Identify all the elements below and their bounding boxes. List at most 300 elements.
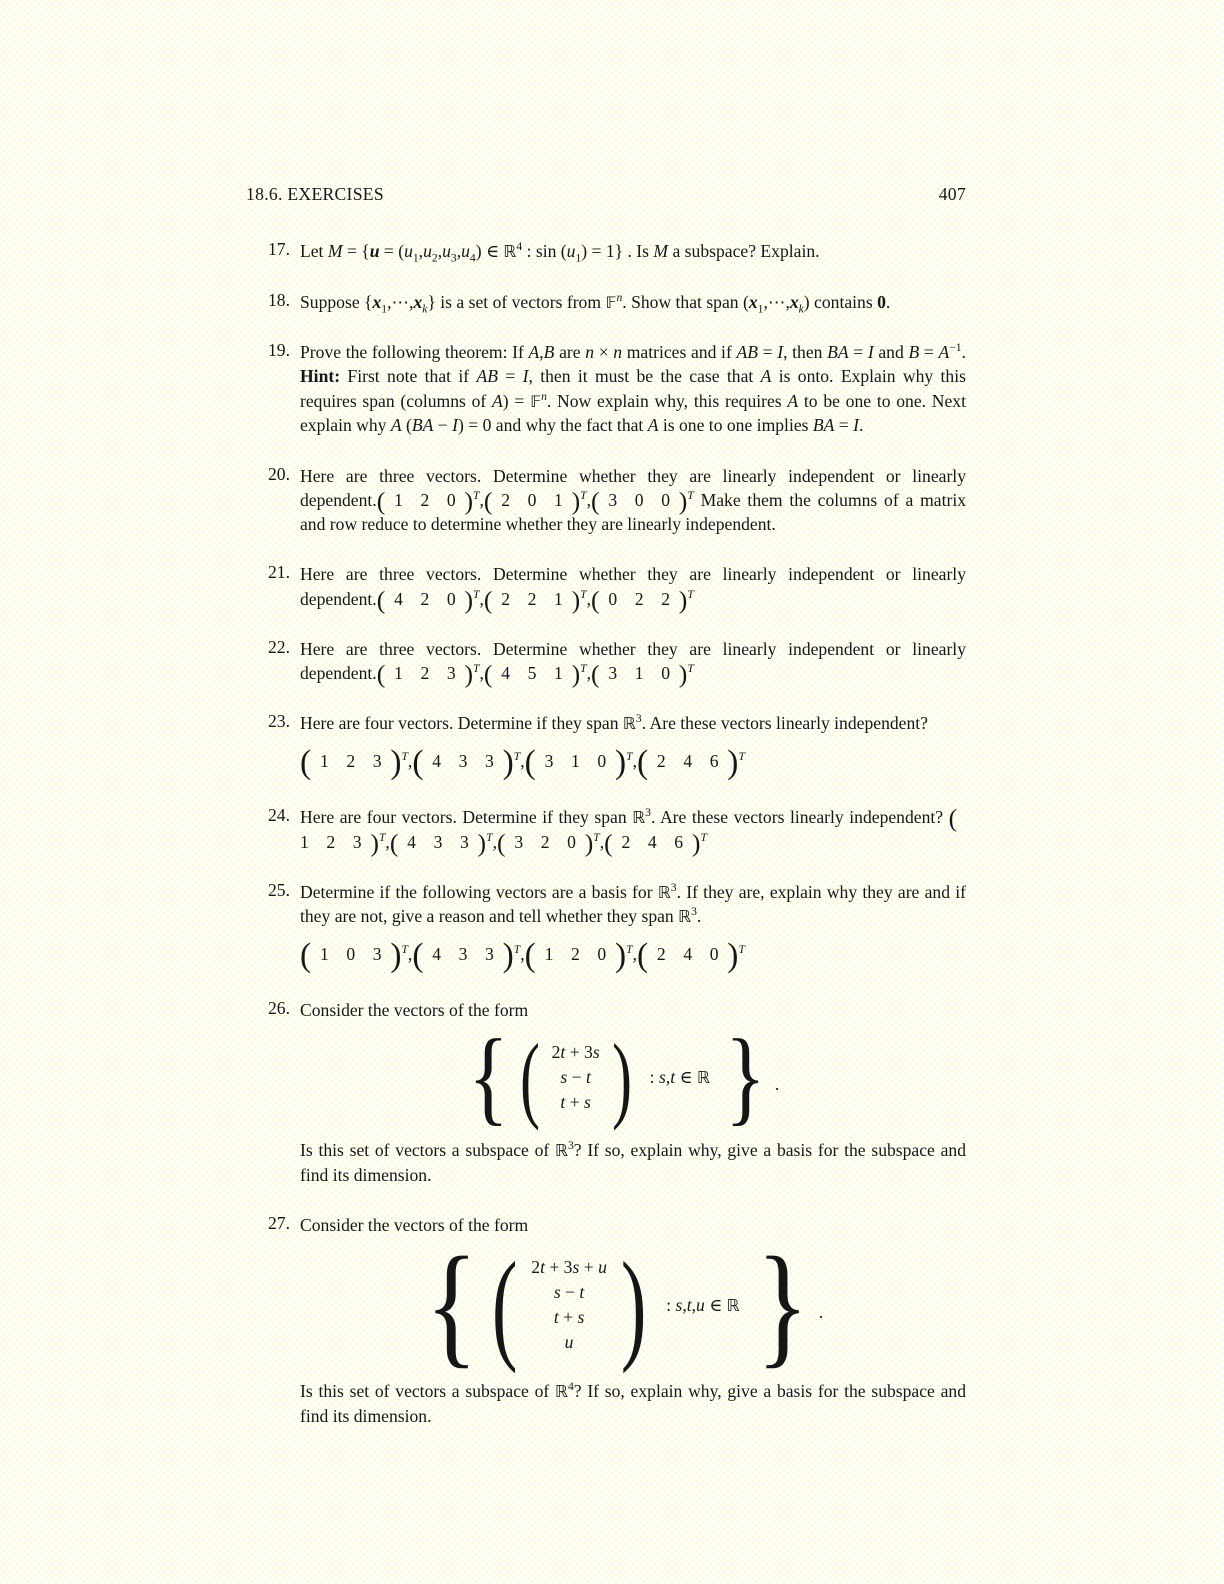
- text-run: t: [686, 1294, 692, 1315]
- text-run: .: [885, 291, 891, 312]
- text-run: I: [867, 342, 874, 363]
- text-run: ,: [665, 1066, 671, 1087]
- exercise-content: [300, 239, 966, 264]
- text-run: T: [401, 750, 408, 764]
- text-run: x: [789, 291, 799, 312]
- exercise-number: 27.: [268, 1213, 290, 1234]
- text-run: Make them the columns of a matrix and row reduce to determine whether they are linearly independent.: [300, 489, 966, 535]
- text-run: ,: [599, 831, 605, 852]
- exercise-content: [300, 290, 966, 315]
- exercise-list: [246, 239, 966, 1428]
- text-run: are: [554, 342, 586, 363]
- text-run: 3: [691, 905, 697, 919]
- text-run: k: [422, 302, 428, 316]
- text-run: . Is: [623, 241, 654, 261]
- text-run: T: [473, 662, 480, 676]
- exercise-item: [246, 998, 966, 1187]
- text-run: T: [473, 587, 480, 601]
- text-run: n: [541, 389, 547, 403]
- text-run: Here are three vectors. Determine whether they are linearly independent or linearly dependent.: [300, 465, 966, 510]
- vector-paren: (: [948, 803, 958, 833]
- text-run: T: [700, 830, 707, 844]
- text-run: B: [908, 342, 920, 363]
- text-run: x: [372, 291, 382, 312]
- exercise-paragraph: [300, 1213, 966, 1237]
- text-run: ) =: [502, 390, 531, 411]
- matrix-row: [565, 1332, 574, 1353]
- text-run: 1 2 3: [385, 663, 465, 684]
- text-run: s: [577, 1307, 585, 1328]
- exercise-item: [246, 803, 966, 857]
- text-run: T: [513, 750, 521, 764]
- text-run: Prove the following theorem: If: [300, 342, 529, 363]
- text-run: 4 3 3: [398, 831, 478, 852]
- exercise-content: [300, 464, 966, 537]
- vector-paren: (: [389, 827, 399, 857]
- text-run: matrices and if: [622, 342, 737, 363]
- text-run: −1: [949, 341, 962, 355]
- vector-paren: ): [614, 937, 627, 975]
- text-run: T: [378, 830, 386, 844]
- exercise-paragraph: [300, 1379, 966, 1428]
- exercise-item: [246, 711, 966, 782]
- vector-paren: ): [464, 659, 473, 689]
- text-run: BA: [411, 415, 434, 436]
- text-run: ,: [437, 241, 443, 261]
- text-run: k: [798, 302, 804, 316]
- text-run: u: [566, 241, 576, 261]
- text-run: T: [486, 830, 493, 844]
- exercise-content: [300, 637, 966, 689]
- text-run: 3: [645, 806, 651, 820]
- display-period: .: [774, 1073, 780, 1094]
- text-run: =: [342, 241, 362, 261]
- text-run: ) ∈: [475, 241, 504, 261]
- text-run: ) = 1: [581, 241, 615, 261]
- text-run: s: [572, 1257, 580, 1278]
- text-run: ,: [539, 342, 544, 363]
- text-run: .: [696, 906, 702, 927]
- text-run: ℝ: [622, 714, 636, 734]
- matrix-row: [560, 1067, 590, 1088]
- text-run: T: [687, 662, 694, 676]
- text-run: ,: [632, 751, 637, 772]
- text-run: 4 3 3: [423, 751, 503, 772]
- text-run: n: [585, 342, 595, 363]
- text-run: ℝ: [657, 882, 671, 902]
- text-run: T: [626, 943, 633, 957]
- text-run: ,: [407, 751, 413, 772]
- text-run: 3: [567, 1139, 574, 1153]
- text-run: ,: [586, 588, 592, 609]
- vector-paren: (: [524, 744, 536, 782]
- text-run: T: [593, 830, 600, 844]
- matrix-row: [552, 1042, 600, 1063]
- exercise-paragraph: [300, 880, 966, 929]
- text-run: u: [696, 1294, 705, 1315]
- vector-paren: ): [571, 584, 581, 614]
- text-run: u: [564, 1332, 574, 1353]
- text-run: Here are four vectors. Determine if they span: [300, 807, 633, 828]
- text-run: 3: [635, 712, 642, 726]
- text-run: Determine if the following vectors are a basis for: [300, 881, 658, 902]
- text-run: , then: [783, 342, 828, 363]
- text-run: u: [423, 241, 432, 261]
- text-run: a subspace? Explain.: [668, 241, 820, 261]
- text-run: T: [580, 488, 587, 502]
- exercise-number: 17.: [268, 239, 290, 259]
- text-run: . Now explain why, this requires: [546, 390, 788, 411]
- text-run: 1: [575, 251, 582, 265]
- text-run: n: [616, 290, 623, 304]
- text-run: : sin (: [522, 241, 567, 261]
- text-run: t: [560, 1091, 566, 1112]
- vector-paren: (: [636, 937, 649, 975]
- text-run: s: [675, 1294, 683, 1315]
- text-run: A: [787, 390, 799, 411]
- text-run: + 3: [565, 1041, 593, 1062]
- exercise-item: [246, 636, 966, 689]
- exercise-item: [246, 340, 966, 437]
- text-run: Consider the vectors of the form: [300, 1215, 529, 1236]
- text-run: ℝ: [555, 1382, 568, 1402]
- text-run: 1: [412, 251, 419, 265]
- text-run: is one to one implies: [658, 415, 813, 436]
- exercise-item: [246, 879, 966, 975]
- text-run: ,: [492, 831, 497, 852]
- vector-paren: (: [412, 744, 424, 782]
- text-run: ,: [586, 489, 592, 510]
- text-run: x: [748, 291, 758, 312]
- exercise-content: [300, 340, 966, 437]
- text-run: .: [858, 415, 864, 436]
- matrix-row: [560, 1092, 590, 1113]
- set-builder-display: [300, 1018, 942, 1136]
- text-run: T: [738, 943, 745, 957]
- text-run: I: [452, 415, 458, 436]
- text-run: 𝔽: [530, 391, 542, 411]
- text-run: ? If so, explain why, give a basis for the subspace and find its dimension.: [300, 1140, 966, 1186]
- exercise-number: 24.: [268, 805, 290, 826]
- text-run: 2: [551, 1041, 561, 1062]
- text-run: 𝔽: [605, 292, 617, 312]
- text-run: AB: [476, 366, 498, 387]
- vector-paren: ): [390, 937, 402, 975]
- vector-paren: ): [571, 486, 581, 516]
- vector-paren: ): [464, 584, 473, 614]
- text-run: t: [560, 1041, 566, 1062]
- text-run: A: [938, 342, 950, 363]
- section-title: 18.6. EXERCISES: [246, 184, 384, 204]
- text-run: 2 0 1: [492, 489, 572, 510]
- vector-row: [300, 743, 966, 782]
- text-run: s: [560, 1066, 568, 1087]
- exercise-number: 20.: [268, 463, 290, 484]
- text-run: A: [492, 390, 503, 411]
- vector-paren: (: [591, 486, 600, 516]
- exercise-paragraph: [300, 340, 966, 437]
- text-run: T: [580, 662, 587, 676]
- text-run: ∈: [675, 1066, 697, 1087]
- exercise-paragraph: [300, 998, 966, 1022]
- text-run: T: [580, 587, 587, 601]
- text-run: n: [613, 342, 623, 363]
- text-run: ×: [594, 342, 614, 363]
- exercise-paragraph: [300, 637, 966, 689]
- vector-paren: ): [614, 744, 627, 782]
- text-run: =: [834, 415, 854, 436]
- text-run: ,: [479, 489, 484, 510]
- vector-paren: (: [604, 827, 613, 857]
- set-brace-right: }: [756, 1229, 809, 1380]
- exercise-paragraph: [300, 464, 966, 537]
- text-run: ℝ: [696, 1067, 710, 1087]
- exercise-paragraph: [300, 803, 966, 857]
- matrix-paren-left: (: [519, 1023, 540, 1131]
- text-run: s: [584, 1091, 591, 1112]
- text-run: 2: [531, 1257, 541, 1278]
- vector-paren: (: [591, 659, 600, 689]
- vector-paren: ): [678, 584, 688, 614]
- text-run: ,: [586, 663, 592, 684]
- exercise-content: [300, 1213, 966, 1428]
- text-run: 1: [381, 302, 388, 316]
- text-run: }: [614, 241, 624, 261]
- text-run: ∈: [704, 1294, 727, 1315]
- text-run: . If they are, explain why they are and if they are not, give a reason and tell whether they span: [300, 881, 966, 927]
- text-run: A: [647, 415, 659, 436]
- text-run: t: [586, 1066, 591, 1087]
- text-run: A: [528, 342, 540, 363]
- text-run: 3 1 0: [599, 663, 679, 684]
- text-run: t: [553, 1307, 559, 1328]
- text-run: Here are four vectors. Determine if they span: [300, 713, 623, 734]
- text-run: Suppose: [300, 291, 365, 312]
- vector-paren: (: [483, 659, 493, 689]
- text-run: 2 4 6: [612, 831, 692, 852]
- text-run: 3 1 0: [535, 751, 615, 772]
- text-run: ℝ: [555, 1141, 568, 1161]
- set-builder-display: [300, 1229, 942, 1380]
- text-run: M: [327, 241, 343, 261]
- set-condition: [666, 1295, 739, 1316]
- matrix-paren-left: (: [491, 1236, 518, 1374]
- text-run: (: [401, 415, 412, 436]
- text-run: I: [777, 342, 784, 363]
- text-run: T: [513, 943, 521, 957]
- exercise-content: [300, 998, 966, 1187]
- text-run: ,⋯,: [387, 291, 414, 312]
- text-run: 1 2 0: [385, 489, 465, 510]
- vector-paren: ): [571, 659, 581, 689]
- text-run: is onto. Explain why this requires span (columns of: [300, 366, 966, 411]
- vector-paren: (: [376, 584, 386, 614]
- text-run: ,: [407, 944, 413, 965]
- exercise-content: [300, 711, 966, 782]
- text-run: 1 2 0: [535, 944, 615, 965]
- matrix-column: [525, 1257, 613, 1353]
- text-run: 4: [469, 251, 476, 265]
- text-run: ,⋯,: [763, 291, 790, 312]
- vector-paren: (: [412, 937, 424, 975]
- text-run: 2 4 0: [648, 944, 728, 965]
- exercise-item: [246, 239, 966, 264]
- vector-paren: ): [477, 827, 487, 857]
- text-run: ℝ: [632, 808, 646, 828]
- text-run: M: [653, 241, 669, 261]
- vector-paren: (: [300, 937, 312, 975]
- vector-paren: (: [376, 486, 386, 516]
- text-run: 4 2 0: [385, 588, 465, 609]
- text-run: Consider the vectors of the form: [300, 1000, 529, 1021]
- matrix-paren-right: ): [611, 1023, 632, 1131]
- vector-row: [300, 936, 966, 975]
- text-run: 4 5 1: [492, 663, 572, 684]
- text-run: 3: [450, 251, 457, 265]
- matrix-row: [554, 1282, 584, 1303]
- text-run: and: [873, 342, 909, 363]
- text-run: 1: [757, 302, 764, 316]
- text-run: x: [413, 291, 423, 312]
- text-run: 3 0 0: [599, 489, 679, 510]
- text-run: 0: [877, 291, 886, 312]
- text-run: ,: [479, 663, 484, 684]
- text-run: B: [543, 342, 555, 363]
- matrix-column: [546, 1042, 606, 1113]
- text-run: 3: [670, 881, 677, 895]
- text-run: ,: [632, 944, 637, 965]
- vector-paren: ): [390, 744, 402, 782]
- text-run: T: [687, 587, 694, 601]
- text-run: ,: [418, 241, 424, 261]
- set-condition: [650, 1067, 710, 1088]
- vector-paren: (: [591, 584, 600, 614]
- vector-paren: ): [370, 827, 379, 857]
- set-brace-left: {: [425, 1229, 478, 1380]
- vector-paren: (: [496, 827, 506, 857]
- vector-paren: ): [502, 744, 514, 782]
- exercise-content: [300, 880, 966, 975]
- vector-paren: ): [727, 937, 739, 975]
- text-run: −: [567, 1066, 587, 1087]
- text-run: =: [919, 342, 939, 363]
- text-run: , then it must be the case that: [528, 366, 761, 387]
- text-run: −: [433, 415, 453, 436]
- text-run: Is this set of vectors a subspace of: [300, 1381, 555, 1402]
- exercise-content: [300, 803, 966, 857]
- text-run: ,: [520, 751, 525, 772]
- text-run: +: [579, 1257, 599, 1278]
- vector-paren: (: [636, 744, 649, 782]
- exercise-number: 23.: [268, 711, 290, 732]
- exercise-number: 18.: [268, 289, 290, 310]
- set-brace-right: }: [725, 1018, 766, 1136]
- text-run: {: [361, 241, 370, 261]
- text-run: T: [687, 488, 694, 502]
- exercise-paragraph: [300, 711, 966, 736]
- text-run: =: [848, 342, 868, 363]
- text-run: A: [390, 415, 402, 436]
- text-run: ) = 0 and why the fact that: [458, 415, 648, 436]
- vector-paren: ): [727, 744, 739, 782]
- text-run: +: [565, 1091, 585, 1112]
- text-run: +: [558, 1307, 578, 1328]
- text-run: First note that if: [340, 366, 477, 387]
- text-run: 1 0 3: [311, 944, 391, 965]
- text-run: 2: [431, 251, 438, 265]
- text-run: s: [592, 1041, 600, 1062]
- exercise-paragraph: [300, 562, 966, 614]
- text-run: u: [598, 1257, 607, 1278]
- vector-paren: (: [483, 486, 493, 516]
- text-run: Is this set of vectors a subspace of: [300, 1140, 555, 1161]
- vector-paren: ): [464, 486, 473, 516]
- text-run: I: [853, 415, 859, 436]
- text-run: s: [553, 1282, 561, 1303]
- text-run: . Are these vectors linearly independent?: [641, 713, 928, 734]
- text-run: u: [442, 241, 451, 261]
- vector-paren: ): [678, 659, 688, 689]
- matrix-row: [554, 1307, 584, 1328]
- text-run: 3 2 0: [505, 831, 585, 852]
- vector-paren: (: [300, 744, 312, 782]
- vector-paren: ): [502, 937, 514, 975]
- exercise-content: [300, 562, 966, 614]
- text-run: {: [364, 291, 373, 312]
- text-run: ,: [385, 831, 390, 852]
- text-run: Hint:: [300, 366, 341, 387]
- text-run: . Show that span (: [622, 291, 749, 312]
- text-run: ,: [456, 241, 462, 261]
- text-run: u: [369, 241, 380, 261]
- vector-paren: ): [678, 486, 688, 516]
- text-run: BA: [812, 415, 835, 436]
- text-run: t: [579, 1282, 585, 1303]
- text-run: 1 2 3: [311, 751, 391, 772]
- vector-paren: (: [524, 937, 536, 975]
- text-run: 4: [567, 1380, 574, 1394]
- text-run: = (: [379, 241, 405, 261]
- page-number: 407: [938, 184, 966, 204]
- text-run: u: [461, 241, 470, 261]
- text-run: Here are three vectors. Determine whether they are linearly independent or linearly dependent.: [300, 638, 966, 684]
- text-run: T: [626, 750, 633, 764]
- text-run: T: [473, 488, 480, 502]
- text-run: 2 4 6: [648, 751, 728, 772]
- text-run: .: [961, 342, 966, 363]
- text-run: . Are these vectors linearly independent?: [650, 807, 949, 828]
- vector-paren: ): [584, 827, 594, 857]
- text-run: =: [757, 342, 778, 363]
- text-run: 2 2 1: [492, 588, 572, 609]
- text-run: ,: [691, 1294, 697, 1315]
- exercise-number: 25.: [268, 879, 290, 900]
- text-run: I: [522, 366, 529, 387]
- matrix-row: [531, 1257, 607, 1278]
- text-run: ,: [682, 1294, 687, 1315]
- matrix-paren-right: ): [620, 1236, 647, 1374]
- exercise-item: [246, 1213, 966, 1428]
- text-run: Let: [300, 241, 328, 261]
- exercise-paragraph: [300, 290, 966, 315]
- text-run: is a set of vectors from: [435, 291, 606, 312]
- text-run: T: [401, 943, 408, 957]
- text-run: 1 2 3: [300, 807, 966, 852]
- text-run: 4 3 3: [423, 944, 503, 965]
- text-run: 4: [516, 240, 523, 254]
- text-run: ℝ: [726, 1295, 740, 1315]
- exercise-item: [246, 464, 966, 537]
